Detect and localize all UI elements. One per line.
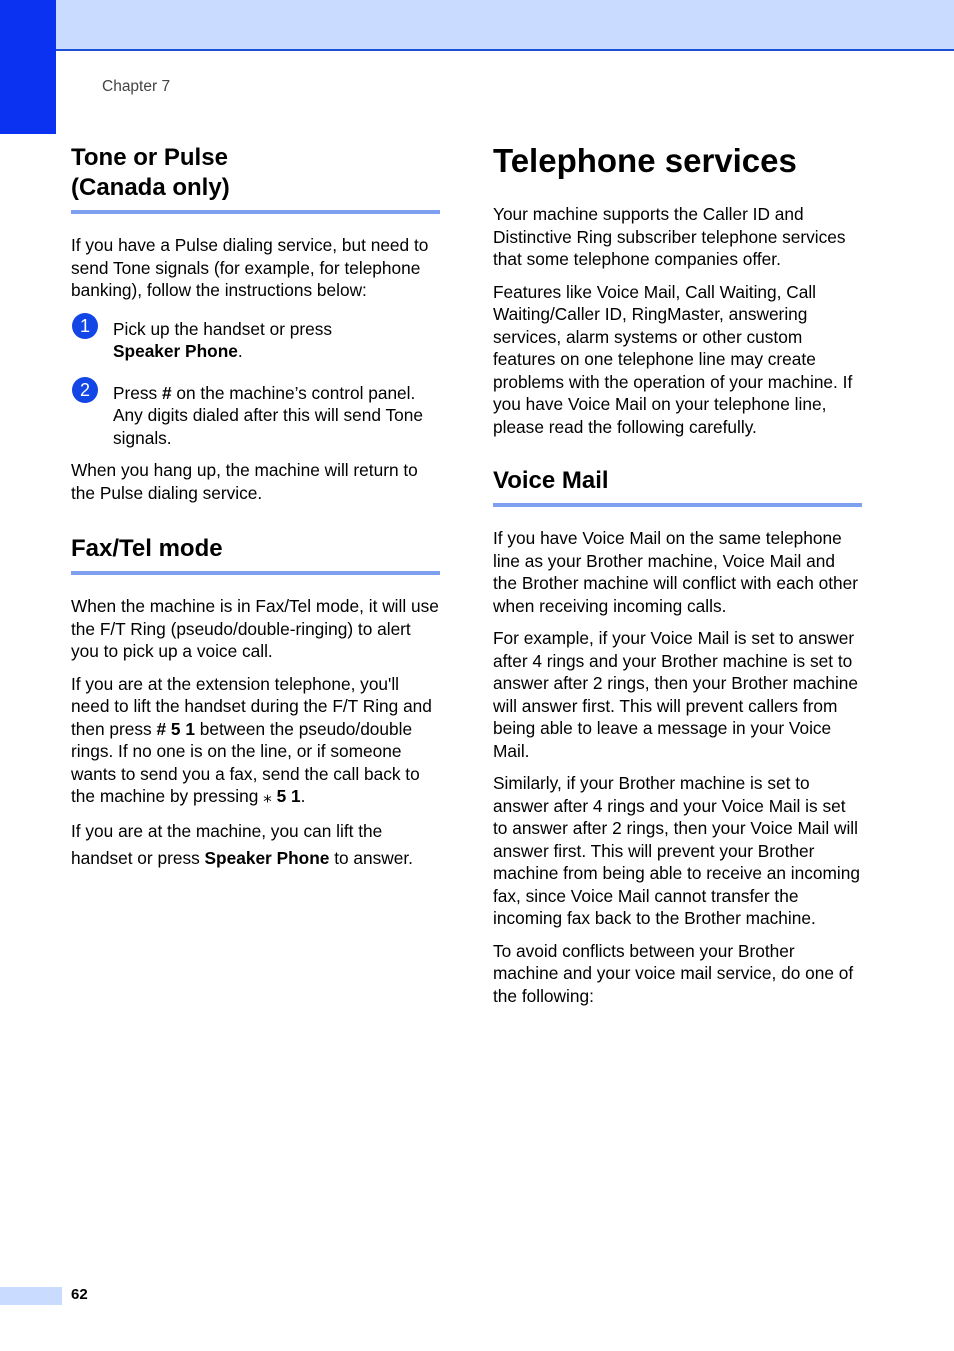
step-2: 2 Press # on the machine’s control panel. Any digits dialed after this will send Tone signals. [71, 382, 441, 450]
vm-p4: To avoid conflicts between your Brother machine and your voice mail service, do one of the following: [493, 940, 854, 1006]
services-intro-2: Features like Voice Mail, Call Waiting, Call Waiting/Caller ID, RingMaster, answering services, alarm systems or other custom features on one telephone line may create problems with the operation of your machine. If you have Voice Mail on your telephone line, please read the following carefully. [493, 281, 853, 437]
vm-p1: If you have Voice Mail on the same telephone line as your Brother machine, Voice Mail and the Brother machine will conflict with each other when receiving incoming calls. [493, 528, 858, 616]
section-rule [71, 571, 440, 575]
fax-tel-heading: Fax/Tel mode [71, 535, 223, 562]
fax-p2: If you are at the extension telephone, you'll need to lift the handset during the F/T Ring and then press # 5 1 between the pseudo/double rings. If no one is on the line, or if someone wants to send you a fax, send the call back to the machine by pressing ⁎ 5 1. [71, 673, 432, 806]
tone-pulse-heading: Tone or Pulse (Canada only) [71, 144, 230, 201]
tone-intro: If you have a Pulse dialing service, but need to send Tone signals (for example, for telephone banking), follow the instructions below: [71, 235, 429, 300]
vm-p3: Similarly, if your Brother machine is set to answer after 4 rings and your Voice Mail is set to answer after 2 rings, then your Voice Mail will answer first. This will prevent your Brother machine from being able to receive an incoming fax, since Voice Mail cannot transfer the incoming fax back to the Brother machine. [493, 773, 860, 928]
vm-p2: For example, if your Voice Mail is set to answer after 4 rings and your Brother machine is set to answer after 2 rings, then your Brother machine will answer first. This will prevent callers from being able to leave a message in your Voice Mail. [493, 628, 859, 761]
step-number-badge: 1 [72, 313, 98, 339]
footer-tab [0, 1287, 62, 1305]
chapter-label: Chapter 7 [102, 78, 171, 95]
voice-mail-heading: Voice Mail [493, 467, 609, 494]
right-column [493, 141, 863, 1017]
chapter-tab [0, 0, 56, 134]
services-intro-1: Your machine supports the Caller ID and Distinctive Ring subscriber telephone services that some telephone companies offer. [493, 204, 846, 269]
left-column [71, 143, 441, 882]
section-rule [493, 503, 862, 507]
page-title: Telephone services [493, 142, 797, 179]
header-band [0, 0, 954, 51]
tone-after: When you hang up, the machine will return to the Pulse dialing service. [71, 460, 418, 503]
fax-p3: If you are at the machine, you can lift the handset or press Speaker Phone to answer. [71, 820, 413, 868]
page-number: 62 [71, 1286, 88, 1303]
step-1: 1 Pick up the handset or press Speaker Phone. [71, 318, 441, 363]
step-number-badge: 2 [72, 377, 98, 403]
fax-p1: When the machine is in Fax/Tel mode, it will use the F/T Ring (pseudo/double-ringing) to alert you to pick up a voice call. [71, 596, 439, 661]
star-key-icon: ⁎ [263, 786, 272, 806]
section-rule [71, 210, 440, 214]
